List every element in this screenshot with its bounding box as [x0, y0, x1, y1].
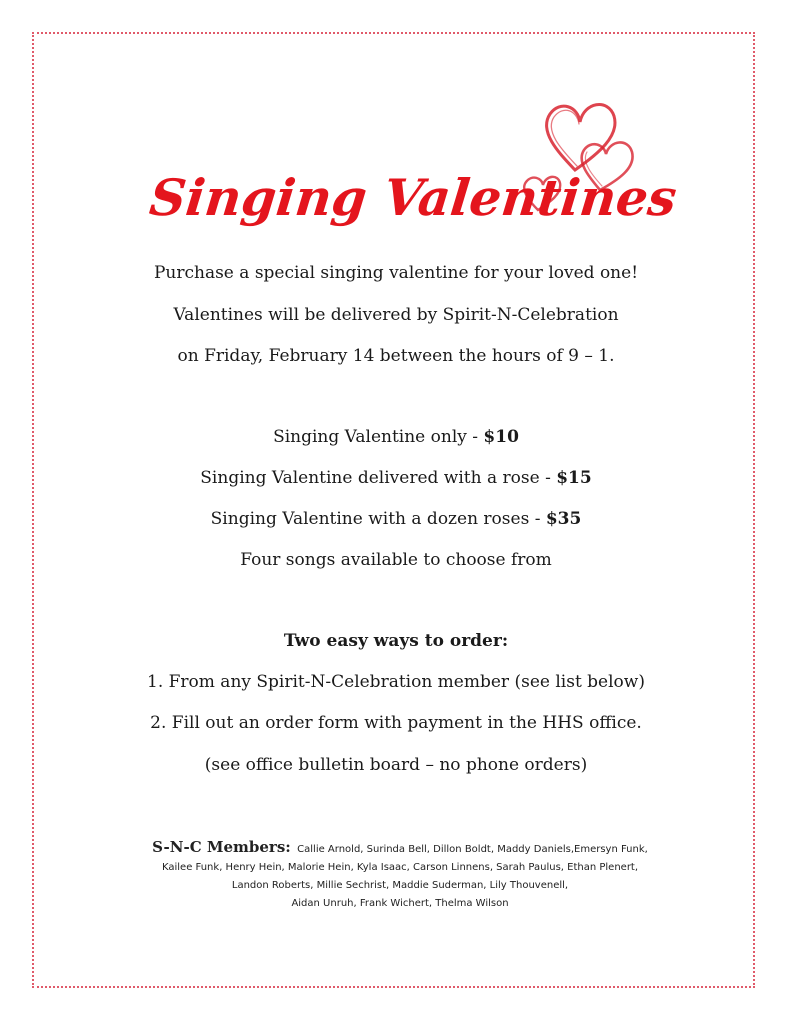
members-list	[100, 838, 700, 913]
members-line-2: Kailee Funk, Henry Hein, Malorie Hein, Kyla Isaac, Carson Linnens, Sarah Paulus, Ethan Plenert,	[161, 862, 639, 873]
members-line-3: Landon Roberts, Millie Sechrist, Maddie Suderman, Lily Thouvenell,	[231, 880, 569, 891]
intro-line-1: Purchase a special singing valentine for your loved one!	[153, 263, 639, 283]
intro-line-2: Valentines will be delivered by Spirit-N-Celebration	[173, 305, 619, 325]
order-step-1: 1. From any Spirit-N-Celebration member (see list below)	[147, 672, 645, 692]
intro-line-3: on Friday, February 14 between the hours of 9 – 1.	[177, 346, 615, 366]
songs-note: Four songs available to choose from	[240, 550, 552, 570]
price-item-rose: Singing Valentine delivered with a rose - $15	[200, 468, 592, 488]
price-item-dozen: Singing Valentine with a dozen roses - $35	[210, 509, 582, 529]
order-step-2: 2. Fill out an order form with payment in the HHS office.	[150, 713, 642, 733]
page-title: Singing Valentines	[146, 168, 680, 227]
order-note: (see office bulletin board – no phone orders)	[204, 755, 588, 775]
order-heading: Two easy ways to order:	[283, 631, 509, 651]
members-line-4: Aidan Unruh, Frank Wichert, Thelma Wilson	[291, 898, 509, 909]
price-item-only: Singing Valentine only - $10	[273, 427, 519, 447]
members-label: S-N-C Members:	[152, 838, 291, 856]
members-line-1: S-N-C Members: Callie Arnold, Surinda Bell, Dillon Boldt, Maddy Daniels,Emersyn Funk,	[152, 838, 648, 856]
